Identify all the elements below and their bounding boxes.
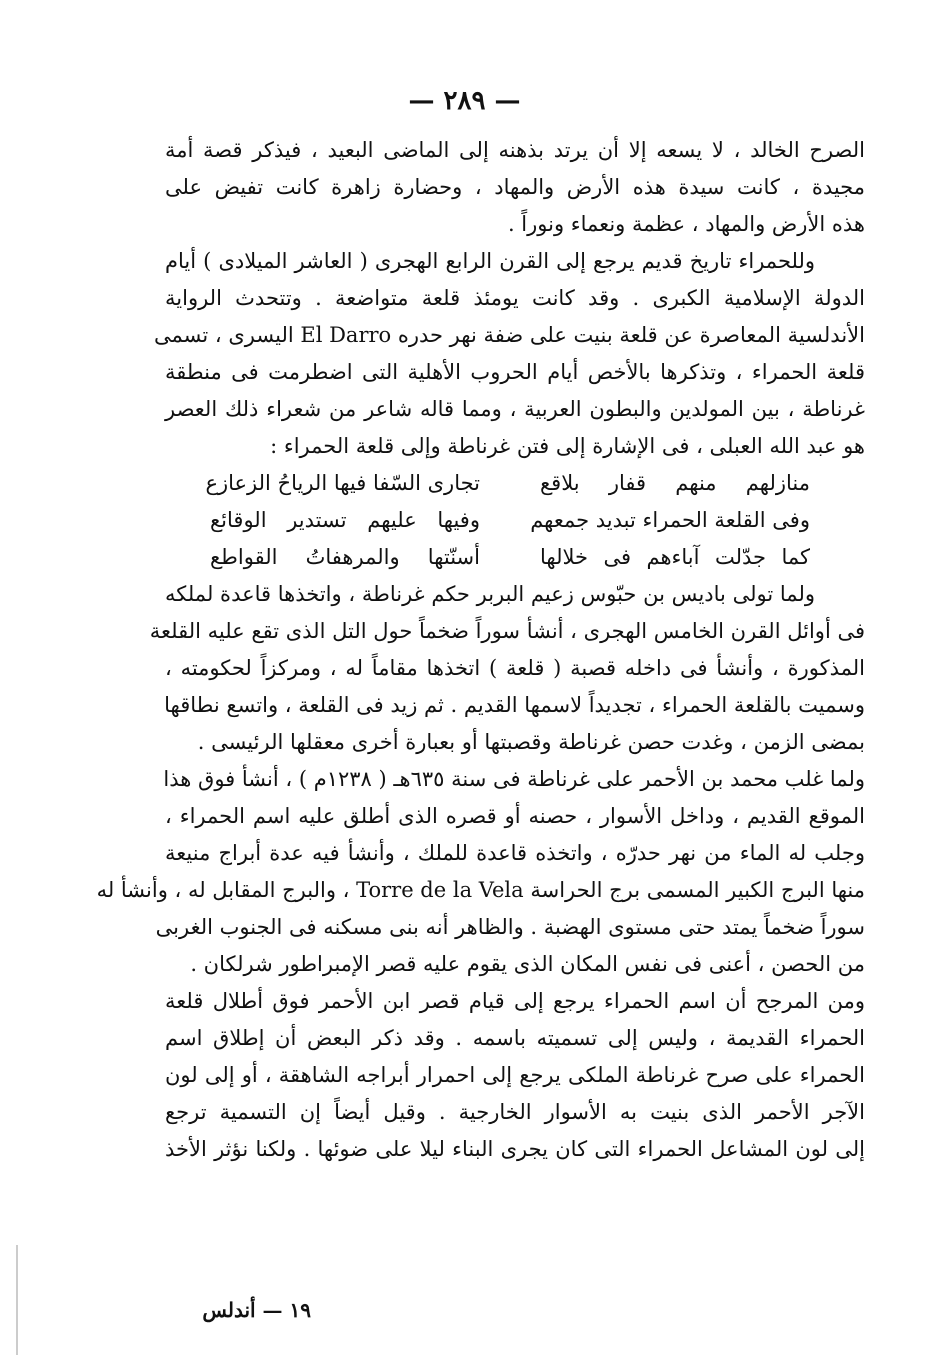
signature-footer: ١٩ — أندلس [202, 1298, 311, 1322]
text-line: ومن المرجح أن اسم الحمراء يرجع إلى قيام قصر ابن الأحمر فوق أطلال قلعة [165, 989, 865, 1013]
paragraph [96, 761, 865, 983]
page-number: — ٢٨٩ — [408, 86, 521, 116]
text-line: ولما تولى باديس بن حبّوس زعيم البربر حكم غرناطة ، واتخذها قاعدة لملكه [165, 582, 815, 606]
text-line: المذكورة ، وأنشأ فى داخله قصبة ( قلعة ) اتخذها مقاماً له ، ومركزاً لحكومته ، [165, 656, 865, 680]
poem-second-hemistich: تجارى السّفا فيها الرياحُ الزعازع [205, 471, 480, 495]
paragraph [149, 576, 865, 761]
paragraph [154, 243, 865, 465]
poem-second-hemistich: وفيها عليهم تستدير الوقائع [210, 508, 480, 532]
poem-first-hemistich: منازلهم منهم قفار بلاقع [540, 471, 810, 495]
text-line: الحمراء القديمة ، وليس إلى تسميته باسمه . وقد ذكر البعض أن إطلاق اسم [165, 1026, 865, 1050]
text-line: الآجر الأحمر الذى بنيت به الأسوار الخارجية . وقيل أيضاً إن التسمية ترجع [165, 1100, 865, 1124]
text-line: فى أوائل القرن الخامس الهجرى ، أنشأ سوراً ضخماً حول التل الذى تقع عليه القلعة [149, 619, 865, 643]
text-line: هذه الأرض والمهاد ، عظمة ونعماء ونوراً . [507, 212, 865, 236]
text-line: منها البرج الكبير المسمى برج الحراسة Torre de la Vela ، والبرج المقابل له ، وأنشأ له [96, 878, 865, 902]
body-text [96, 132, 865, 1168]
scan-gutter-mark [16, 1245, 18, 1355]
text-line: الصرح الخالد ، لا يسعه إلا أن يرتد بذهنه إلى الماضى البعيد ، فيذكر قصة أمة [165, 138, 865, 162]
text-line: الدولة الإسلامية الكبرى . وقد كانت يومئذ قلعة متواضعة . وتتحدث الرواية [165, 286, 865, 310]
paragraph [165, 983, 865, 1168]
text-line: سوراً ضخماً يمتد حتى مستوى الهضبة . والظاهر أنه بنى مسكنه فى الجنوب الغربى [155, 915, 865, 939]
text-line: وللحمراء تاريخ قديم يرجع إلى القرن الرابع الهجرى ( العاشر الميلادى ) أيام [165, 249, 815, 273]
poem-first-hemistich: وفى القلعة الحمراء تبديد جمعهم [530, 508, 810, 532]
paragraph [165, 132, 865, 243]
poem-verse [165, 502, 865, 539]
text-line: وجلب له الماء من نهر حدرّه ، واتخذه قاعدة للملك ، وأنشأ فيه عدة أبراج منيعة [165, 841, 865, 865]
text-line: ولما غلب محمد بن الأحمر على غرناطة فى سنة ٦٣٥هـ ( ١٢٣٨م ) ، أنشأ فوق هذا [163, 767, 865, 791]
text-line: غرناطة ، بين المولدين والبطون العربية ، ومما قاله شاعر من شعراء ذلك العصر [165, 397, 865, 421]
poem [165, 465, 865, 576]
poem-first-hemistich: كما جدّلت آباءهم فى خلالها [540, 545, 810, 569]
poem-second-hemistich: أسنّتها والمرهفاتُ القواطع [210, 545, 480, 569]
text-line: الموقع القديم ، وداخل الأسوار ، حصنه أو قصره الذى أطلق عليه اسم الحمراء ، [165, 804, 865, 828]
poem-verse [165, 539, 865, 576]
text-line: من الحصن ، أعنى فى نفس المكان الذى يقوم عليه قصر الإمبراطور شرلكان . [190, 952, 865, 976]
text-line: بمضى الزمن ، وغدت حصن غرناطة وقصبتها أو بعبارة أخرى معقلها الرئيسى . [197, 730, 865, 754]
text-line: إلى لون المشاعل الحمراء التى كان يجرى البناء ليلا على ضوئها . ولكنا نؤثر الأخذ [165, 1137, 865, 1161]
text-line: وسميت بالقلعة الحمراء ، تجديداً لاسمها القديم . ثم زيد فى القلعة ، واتسع نطاقها [164, 693, 865, 717]
text-line: الأندلسية المعاصرة عن قلعة بنيت على ضفة نهر حدره El Darro اليسرى ، تسمى [154, 323, 865, 347]
text-line: مجيدة ، كانت سيدة هذه الأرض والمهاد ، وحضارة زاهرة كانت تفيض على [165, 175, 865, 199]
text-line: الحمراء على صرح غرناطة الملكى يرجع إلى احمرار أبراجه الشاهقة ، أو إلى لون [165, 1063, 865, 1087]
text-line: قلعة الحمراء ، وتذكرها بالأخص أيام الحروب الأهلية التى اضطرمت فى منطقة [165, 360, 865, 384]
text-line: هو عبد الله العبلى ، فى الإشارة إلى فتن غرناطة وإلى قلعة الحمراء : [270, 434, 865, 458]
poem-verse [165, 465, 865, 502]
